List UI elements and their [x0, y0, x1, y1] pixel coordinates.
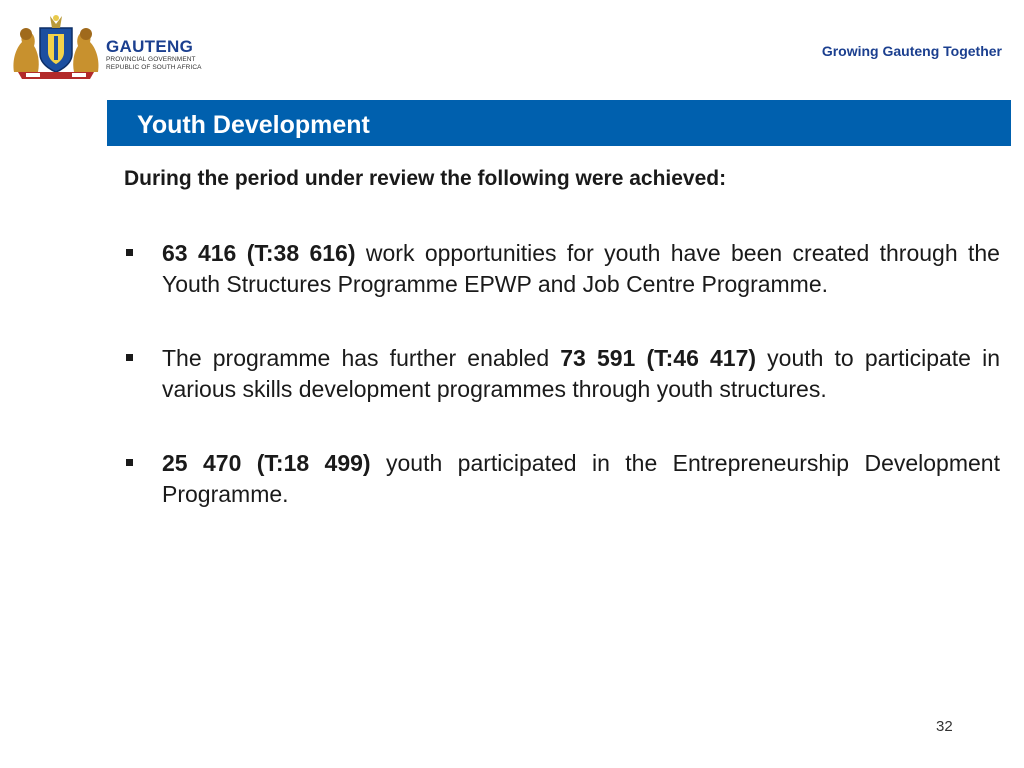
bullet-figure: 63 416 (T:38 616)	[162, 240, 356, 266]
slogan: Growing Gauteng Together	[821, 43, 1002, 59]
bullet-list	[124, 238, 1000, 510]
bullet-figure: 25 470 (T:18 499)	[162, 450, 371, 476]
bullet-text: youth to participate in various skills development programmes through youth structures.	[162, 345, 1000, 402]
list-item	[124, 238, 1000, 300]
coat-of-arms-icon	[10, 12, 102, 80]
bullet-square-icon	[126, 354, 133, 361]
page-title: Youth Development	[137, 111, 370, 139]
title-bar	[107, 100, 1011, 146]
brand-name: GAUTENG	[106, 37, 194, 56]
slide-header	[0, 0, 1024, 95]
brand-country: REPUBLIC OF SOUTH AFRICA	[106, 63, 202, 71]
brand-subtitle: PROVINCIAL GOVERNMENT	[106, 56, 196, 63]
brand-wordmark	[106, 38, 202, 71]
bullet-text: work opportunities for youth have been created through the Youth Structures Programme EPWP and Job Centre Programme.	[162, 240, 1000, 297]
page-number: 32	[936, 718, 953, 735]
list-item	[124, 448, 1000, 510]
list-item	[124, 343, 1000, 405]
intro-text: During the period under review the following were achieved:	[124, 167, 727, 190]
bullet-text-lead: The programme has further enabled	[162, 345, 561, 371]
bullet-square-icon	[126, 459, 133, 466]
bullet-square-icon	[126, 249, 133, 256]
bullet-figure: 73 591 (T:46 417)	[560, 345, 757, 371]
bullet-text: youth participated in the Entrepreneurship Development Programme.	[162, 450, 1000, 507]
